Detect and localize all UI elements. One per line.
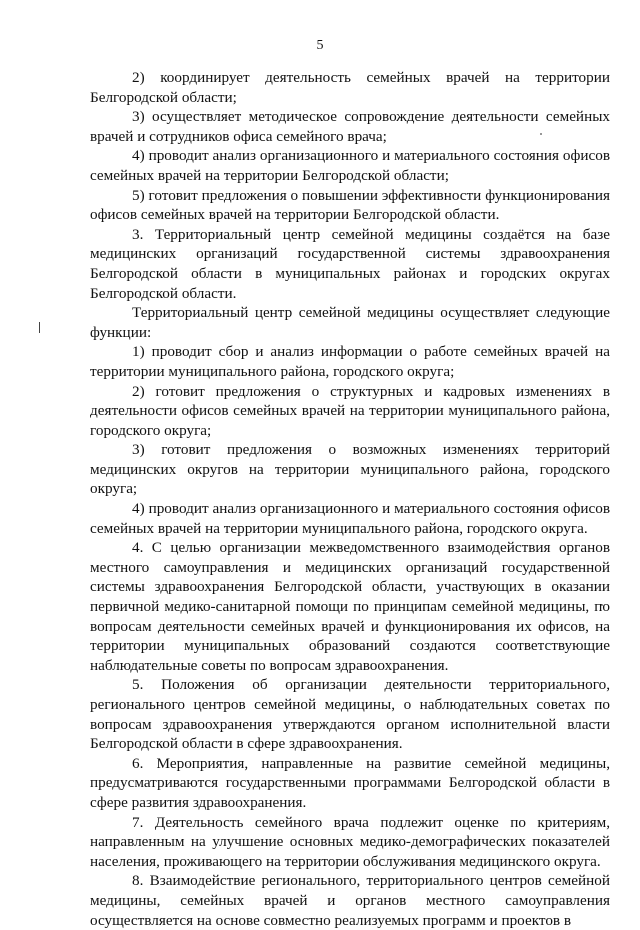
paragraph: 8. Взаимодействие регионального, территориального центров семейной медицины, семейных врачей и органов местного самоуправления осуществляется на основе совместно реализуемых программ и проектов в	[90, 872, 610, 929]
paragraph: 5) готовит предложения о повышении эффективности функционирования офисов семейных врачей на территории Белгородской области.	[90, 186, 610, 224]
paragraph: 3) осуществляет методическое сопровождение деятельности семейных врачей и сотрудников офиса семейного врача;	[90, 108, 610, 145]
paragraph: 1) проводит сбор и анализ информации о работе семейных врачей на территории муниципального района, городского округа;	[90, 343, 610, 380]
paragraph: 3. Территориальный центр семейной медицины создаётся на базе медицинских организаций государственной системы здравоохранения Белгородской области в муниципальных районах и городских округах Белгородской области.	[90, 225, 610, 302]
paragraph: 2) координирует деятельность семейных врачей на территории Белгородской области;	[90, 69, 610, 106]
paragraph: 7. Деятельность семейного врача подлежит оценке по критериям, направленным на улучшение основных медико-демографических показателей населения, проживающего на территории обслуживания медицинского округа.	[90, 813, 610, 870]
paragraph: 4. С целью организации межведомственного взаимодействия органов местного самоуправления и медицинских организаций государственной системы здравоохранения Белгородской области, участвующих в оказании первичной медико-санитарной помощи по принципам семейной медицины, по вопросам деятельности семейных врачей и функционирования их офисов, на территории муниципальных образований создаются соответствующие наблюдательные советы по вопросам здравоохранения.	[90, 539, 610, 674]
paragraph: 3) готовит предложения о возможных изменениях территорий медицинских округов на территории муниципального района, городского округа;	[90, 441, 610, 498]
paragraph: 5. Положения об организации деятельности территориального, регионального центров семейной медицины, о наблюдательных советах по вопросам здравоохранения утверждаются органом исполнительной власти Белгородской области в сфере здравоохранения.	[90, 676, 610, 753]
paragraph: 4) проводит анализ организационного и материального состояния офисов семейных врачей на территории Белгородской области;	[90, 147, 610, 184]
page-number: 5	[316, 38, 324, 53]
paragraph: 4) проводит анализ организационного и материального состояния офисов семейных врачей на территории муниципального района, городского округа.	[90, 500, 610, 537]
paragraph: Территориальный центр семейной медицины осуществляет следующие функции:	[90, 304, 610, 341]
paragraph: 2) готовит предложения о структурных и кадровых изменениях в деятельности офисов семейных врачей на территории муниципального района, городского округа;	[90, 382, 610, 439]
document-body	[90, 68, 610, 930]
margin-mark	[39, 322, 40, 333]
paragraph: 6. Мероприятия, направленные на развитие семейной медицины, предусматриваются государственными программами Белгородской области в сфере развития здравоохранения.	[90, 754, 610, 811]
